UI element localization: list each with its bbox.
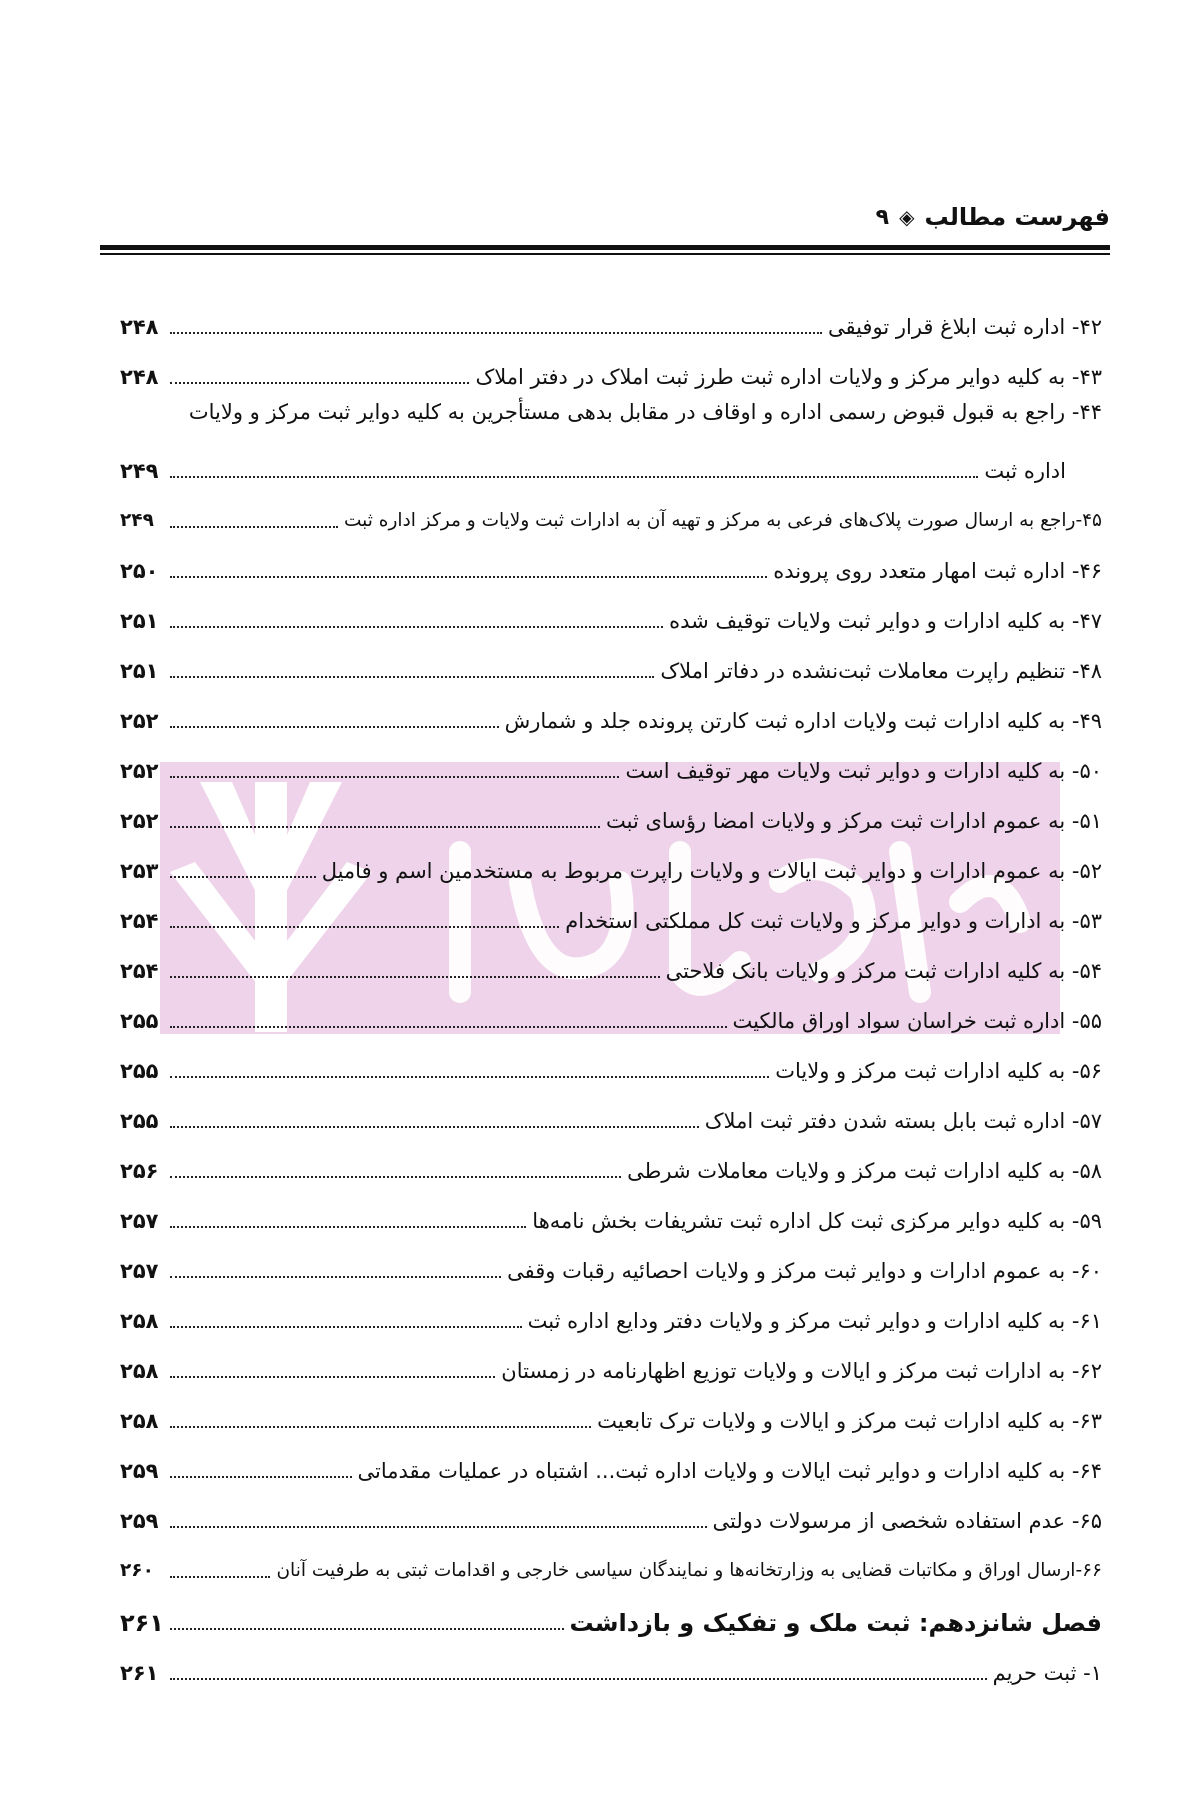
toc-entry[interactable] [120, 340, 1102, 390]
toc-entry[interactable] [120, 734, 1102, 784]
toc-entry[interactable] [120, 984, 1102, 1034]
toc-entry-title: ۴۸- تنظیم راپرت معاملات ثبت‌نشده در دفاتر املاک [660, 659, 1102, 683]
toc-entry-title: ۴۹- به کلیه ادارات ثبت ولایات اداره ثبت کارتن پرونده جلد و شمارش [504, 709, 1102, 733]
dot-leader [170, 1575, 270, 1578]
toc-entry[interactable] [120, 1234, 1102, 1284]
toc-entry-title: ۴۶- اداره ثبت امهار متعدد روی پرونده [773, 559, 1102, 583]
dot-leader [170, 1125, 699, 1128]
toc-entry-page: ۲۶۱ [120, 1661, 159, 1685]
toc-entry-page: ۲۵۲ [120, 709, 159, 733]
dot-leader [170, 1475, 352, 1478]
dot-leader [170, 1225, 526, 1228]
dot-leader [170, 875, 316, 878]
dot-leader [170, 1375, 495, 1378]
toc-entry-page: ۲۵۱ [120, 609, 159, 633]
toc-entry[interactable] [120, 1434, 1102, 1484]
toc-entry[interactable] [120, 1134, 1102, 1184]
toc-entry-title: ۱- ثبت حریم [992, 1661, 1102, 1685]
toc-entry-page: ۲۵۰ [120, 559, 159, 583]
toc-chapter-heading[interactable] [120, 1584, 1102, 1636]
toc-entry-page: ۲۴۸ [120, 315, 159, 339]
toc-entry-title: ۶۲- به ادارات ثبت مرکز و ایالات و ولایات توزیع اظهارنامه در زمستان [501, 1359, 1102, 1383]
toc-entry-page: ۲۵۸ [120, 1309, 159, 1333]
toc-entry[interactable] [120, 584, 1102, 634]
toc-entry-title: ۵۶- به کلیه ادارات ثبت مرکز و ولایات [775, 1059, 1102, 1083]
toc-entry-page: ۲۴۸ [120, 365, 159, 389]
toc-entry-title: ۴۵-راجع به ارسال صورت پلاک‌های فرعی به مرکز و تهیه آن به ادارات ثبت ولایات و مرکز اداره ثبت [343, 510, 1102, 531]
dot-leader [170, 1525, 707, 1528]
toc-entry[interactable] [120, 634, 1102, 684]
toc-entry-title: ۵۸- به کلیه ادارات ثبت مرکز و ولایات معاملات شرطی [627, 1159, 1102, 1183]
toc-entry-title: ۵۱- به عموم ادارات ثبت مرکز و ولایات امضا رؤسای ثبت [606, 809, 1102, 833]
dot-leader [170, 475, 978, 478]
dot-leader [170, 925, 559, 928]
dot-leader [170, 725, 499, 728]
dot-leader [170, 1075, 769, 1078]
toc-entry-title: ۶۶-ارسال اوراق و مکاتبات قضایی به وزارتخانه‌ها و نمایندگان سیاسی خارجی و اقدامات ثبتی به طرفیت آنان [276, 1560, 1102, 1581]
toc-entry[interactable] [120, 390, 1102, 484]
toc-entry-title: ۶۴- به کلیه ادارات و دوایر ثبت ایالات و ولایات اداره ثبت... اشتباه در عملیات مقدماتی [357, 1459, 1102, 1483]
toc-entry-title: ۵۳- به ادارات و دوایر مرکز و ولایات ثبت کل مملکتی استخدام [565, 909, 1102, 933]
toc-entry[interactable] [120, 1384, 1102, 1434]
toc-entry-title: ۵۴- به کلیه ادارات ثبت مرکز و ولایات بانک فلاحتی [665, 959, 1102, 983]
dot-leader [170, 381, 469, 384]
dot-leader [170, 1425, 591, 1428]
toc-entry[interactable] [120, 684, 1102, 734]
toc-entry-page: ۲۵۲ [120, 809, 159, 833]
toc-entry[interactable] [120, 1184, 1102, 1234]
toc-entry-page: ۲۵۸ [120, 1359, 159, 1383]
toc-entry-title-line2: اداره ثبت [984, 459, 1066, 483]
toc-entry-title: ۵۵- اداره ثبت خراسان سواد اوراق مالکیت [732, 1009, 1102, 1033]
toc-entry-page: ۲۵۵ [120, 1109, 159, 1133]
toc-entry[interactable] [120, 784, 1102, 834]
toc-entry[interactable] [120, 884, 1102, 934]
toc-entry-title: ۴۲- اداره ثبت ابلاغ قرار توفیقی [827, 315, 1102, 339]
toc-entry-page: ۲۶۰ [120, 1560, 154, 1581]
header-rule-thin [100, 253, 1110, 255]
toc-entry[interactable] [120, 534, 1102, 584]
toc-entry-title: ۴۳- به کلیه دوایر مرکز و ولایات اداره ثبت طرز ثبت املاک در دفتر املاک [475, 365, 1102, 389]
dot-leader [170, 331, 822, 334]
header-title: فهرست مطالب [924, 203, 1110, 231]
toc-entry-page: ۲۴۹ [120, 510, 154, 531]
toc-entry-page: ۲۵۳ [120, 859, 159, 883]
toc-entry-title: ۴۷- به کلیه ادارات و دوایر ثبت ولایات توقیف شده [669, 609, 1102, 633]
toc-entry-title: ۶۳- به کلیه ادارات ثبت مرکز و ایالات و ولایات ترک تابعیت [597, 1409, 1102, 1433]
toc-entry[interactable] [120, 1534, 1102, 1584]
toc-entry[interactable] [120, 1636, 1102, 1686]
toc-entry-page: ۲۵۴ [120, 959, 159, 983]
toc-entry-page: ۲۵۹ [120, 1459, 159, 1483]
dot-leader [170, 675, 654, 678]
toc-entry[interactable] [120, 1084, 1102, 1134]
toc-entry-page: ۲۵۵ [120, 1009, 159, 1033]
toc-entry-continuation [120, 434, 1102, 484]
toc-entry-title: ۵۲- به عموم ادارات و دوایر ثبت ایالات و ولایات راپرت مربوط به مستخدمین اسم و فامیل [321, 859, 1102, 883]
toc-entry[interactable] [120, 1284, 1102, 1334]
toc-entry[interactable] [120, 1484, 1102, 1534]
dot-leader [170, 575, 767, 578]
toc-list [120, 290, 1102, 1686]
dot-leader [170, 975, 660, 978]
toc-entry[interactable] [120, 834, 1102, 884]
toc-entry[interactable] [120, 1034, 1102, 1084]
toc-entry-page: ۲۵۵ [120, 1059, 159, 1083]
dot-leader [170, 825, 600, 828]
toc-entry-page: ۲۵۹ [120, 1509, 159, 1533]
header-rule-thick [100, 245, 1110, 250]
dot-leader [170, 1275, 501, 1278]
toc-entry-title: ۵۹- به کلیه دوایر مرکزی ثبت کل اداره ثبت تشریفات بخش نامه‌ها [532, 1209, 1102, 1233]
diamond-icon: ◈ [899, 205, 915, 229]
toc-entry[interactable] [120, 934, 1102, 984]
toc-entry-page: ۲۵۴ [120, 909, 159, 933]
dot-leader [170, 1025, 727, 1028]
toc-entry-title: ۵۷- اداره ثبت بابل بسته شدن دفتر ثبت املاک [704, 1109, 1102, 1133]
toc-entry[interactable] [120, 484, 1102, 534]
toc-entry-page: ۲۵۲ [120, 759, 159, 783]
dot-leader [170, 1627, 564, 1630]
toc-entry-title: ۵۰- به کلیه ادارات و دوایر ثبت ولایات مهر توقیف است [625, 759, 1102, 783]
toc-entry-page: ۲۵۱ [120, 659, 159, 683]
toc-entry[interactable] [120, 290, 1102, 340]
chapter-title: فصل شانزدهم: ثبت ملک و تفکیک و بازداشت [569, 1609, 1102, 1637]
dot-leader [170, 775, 619, 778]
chapter-page: ۲۶۱ [120, 1609, 164, 1637]
toc-entry-page: ۲۵۸ [120, 1409, 159, 1433]
toc-entry-page: ۲۵۶ [120, 1159, 159, 1183]
toc-entry-title: ۴۴- راجع به قبول قبوض رسمی اداره و اوقاف در مقابل بدهی مستأجرین به کلیه دوایر ثبت مرکز و ولایات [188, 400, 1102, 424]
toc-entry-title: ۶۱- به کلیه ادارات و دوایر ثبت مرکز و ولایات دفتر ودایع اداره ثبت [527, 1309, 1102, 1333]
dot-leader [170, 1325, 522, 1328]
dot-leader [170, 1677, 987, 1680]
running-header [100, 200, 1110, 234]
toc-entry-title: ۶۵- عدم استفاده شخصی از مرسولات دولتی [712, 1509, 1102, 1533]
toc-entry[interactable] [120, 1334, 1102, 1384]
toc-entry-page: ۲۴۹ [120, 459, 159, 483]
dot-leader [170, 525, 338, 528]
header-page-number: ۹ [875, 204, 890, 230]
toc-entry-page: ۲۵۷ [120, 1259, 159, 1283]
dot-leader [170, 625, 663, 628]
toc-entry-title: ۶۰- به عموم ادارات و دوایر ثبت مرکز و ولایات احصائیه رقبات وقفی [507, 1259, 1102, 1283]
dot-leader [170, 1175, 621, 1178]
toc-entry-page: ۲۵۷ [120, 1209, 159, 1233]
